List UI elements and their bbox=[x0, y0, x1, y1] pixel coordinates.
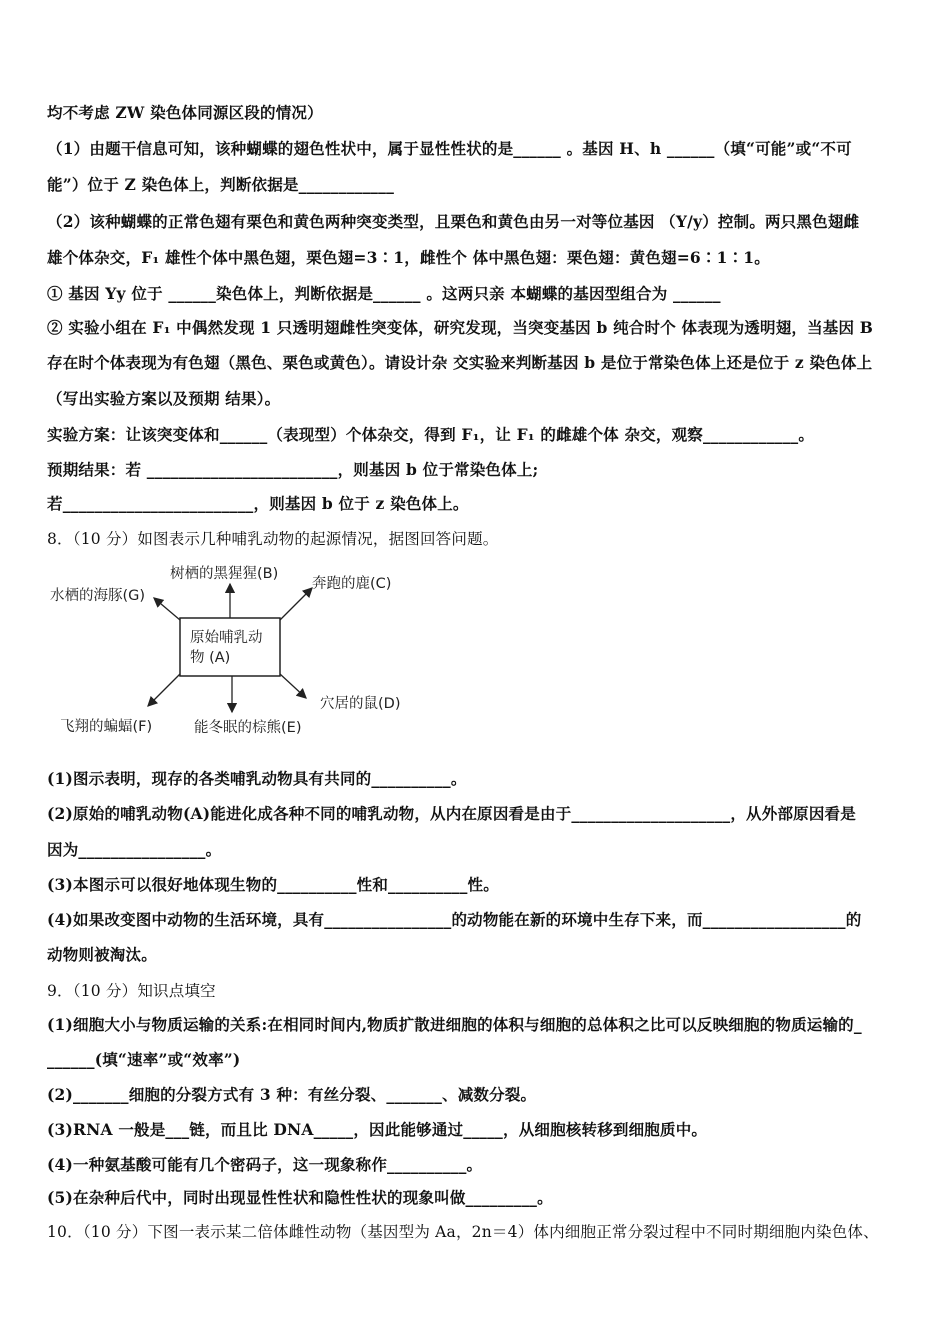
text-line: 预期结果：若 ________________________，则基因 b 位于常染色体上; bbox=[47, 460, 539, 479]
text-line: 若________________________，则基因 b 位于 z 染色体上。 bbox=[47, 494, 469, 513]
arrow-to-d bbox=[280, 674, 306, 698]
text-line: 均不考虑 ZW 染色体同源区段的情况） bbox=[47, 103, 323, 122]
text-line: 因为________________。 bbox=[47, 840, 222, 859]
text-line: （2）该种蝴蝶的正常色翅有栗色和黄色两种突变类型，且栗色和黄色由另一对等位基因 （Y/y）控制。两只黑色翅雌 bbox=[47, 212, 860, 231]
origin-box bbox=[180, 618, 280, 676]
label-c: 奔跑的鹿(C) bbox=[312, 576, 392, 592]
label-f: 飞翔的蝙蝠(F) bbox=[60, 719, 153, 735]
text-line: (4)如果改变图中动物的生活环境，具有________________的动物能在新的环境中生存下来，而__________________的 bbox=[47, 910, 862, 929]
text-line: （1）由题干信息可知，该种蝴蝶的翅色性状中，属于显性性状的是______ 。基因 H、h ______（填“可能”或“不可 bbox=[47, 139, 852, 158]
text-line: (3)本图示可以很好地体现生物的__________性和__________性。 bbox=[47, 875, 499, 894]
question-10-heading: 10．（10 分）下图一表示某二倍体雌性动物（基因型为 Aa，2n＝4）体内细胞正常分裂过程中不同时期细胞内染色体、 bbox=[47, 1223, 879, 1241]
text-line: (2)_______细胞的分裂方式有 3 种：有丝分裂、_______、减数分裂。 bbox=[47, 1085, 537, 1104]
text-line: (2)原始的哺乳动物(A)能进化成各种不同的哺乳动物，从内在原因看是由于____________________，从外部原因看是 bbox=[47, 804, 856, 823]
text-line: (1)细胞大小与物质运输的关系:在相同时间内,物质扩散进细胞的体积与细胞的总体积之比可以反映细胞的物质运输的_ bbox=[47, 1015, 862, 1034]
label-b: 树栖的黑猩猩(B) bbox=[170, 566, 279, 582]
text-line: 雄个体杂交，F₁ 雄性个体中黑色翅，栗色翅=3∶1，雌性个 体中黑色翅：栗色翅：黄色翅=6∶1∶1。 bbox=[47, 248, 770, 267]
text-line: ______(填“速率”或“效率”) bbox=[47, 1050, 241, 1069]
text-line: (5)在杂种后代中，同时出现显性性状和隐性性状的现象叫做_________。 bbox=[47, 1188, 553, 1207]
question-9-heading: 9．（10 分）知识点填空 bbox=[47, 982, 216, 1000]
text-line: 实验方案：让该突变体和______（表现型）个体杂交，得到 F₁，让 F₁ 的雌雄个体 杂交，观察____________。 bbox=[47, 425, 815, 444]
origin-label-2: 物 (A) bbox=[190, 650, 231, 666]
text-line: 能”）位于 Z 染色体上，判断依据是____________ bbox=[47, 175, 395, 194]
arrow-to-g bbox=[154, 598, 180, 620]
text-line: （写出实验方案以及预期 结果）。 bbox=[47, 389, 281, 408]
text-line: 动物则被淘汰。 bbox=[47, 945, 157, 964]
label-d: 穴居的鼠(D) bbox=[320, 696, 401, 712]
question-8-heading: 8．（10 分）如图表示几种哺乳动物的起源情况，据图回答问题。 bbox=[47, 530, 499, 548]
label-g: 水栖的海豚(G) bbox=[50, 588, 146, 604]
text-line: ① 基因 Yy 位于 ______染色体上，判断依据是______ 。这两只亲 本蝴蝶的基因型组合为 ______ bbox=[47, 284, 721, 303]
arrow-to-f bbox=[148, 674, 180, 706]
mammal-origin-diagram bbox=[44, 556, 424, 746]
text-line: 存在时个体表现为有色翅（黑色、栗色或黄色）。请设计杂 交实验来判断基因 b 是位于常染色体上还是位于 z 染色体上 bbox=[47, 353, 873, 372]
label-e: 能冬眠的棕熊(E) bbox=[194, 720, 302, 736]
origin-label-1: 原始哺乳动 bbox=[190, 630, 263, 646]
text-line: (4)一种氨基酸可能有几个密码子，这一现象称作__________。 bbox=[47, 1155, 483, 1174]
text-line: (3)RNA 一般是___链，而且比 DNA_____，因此能够通过_____，从细胞核转移到细胞质中。 bbox=[47, 1120, 708, 1139]
text-line: ② 实验小组在 F₁ 中偶然发现 1 只透明翅雌性突变体，研究发现，当突变基因 b 纯合时个 体表现为透明翅，当基因 B bbox=[47, 318, 874, 337]
text-line: (1)图示表明，现存的各类哺乳动物具有共同的__________。 bbox=[47, 769, 467, 788]
arrow-to-c bbox=[280, 588, 312, 620]
